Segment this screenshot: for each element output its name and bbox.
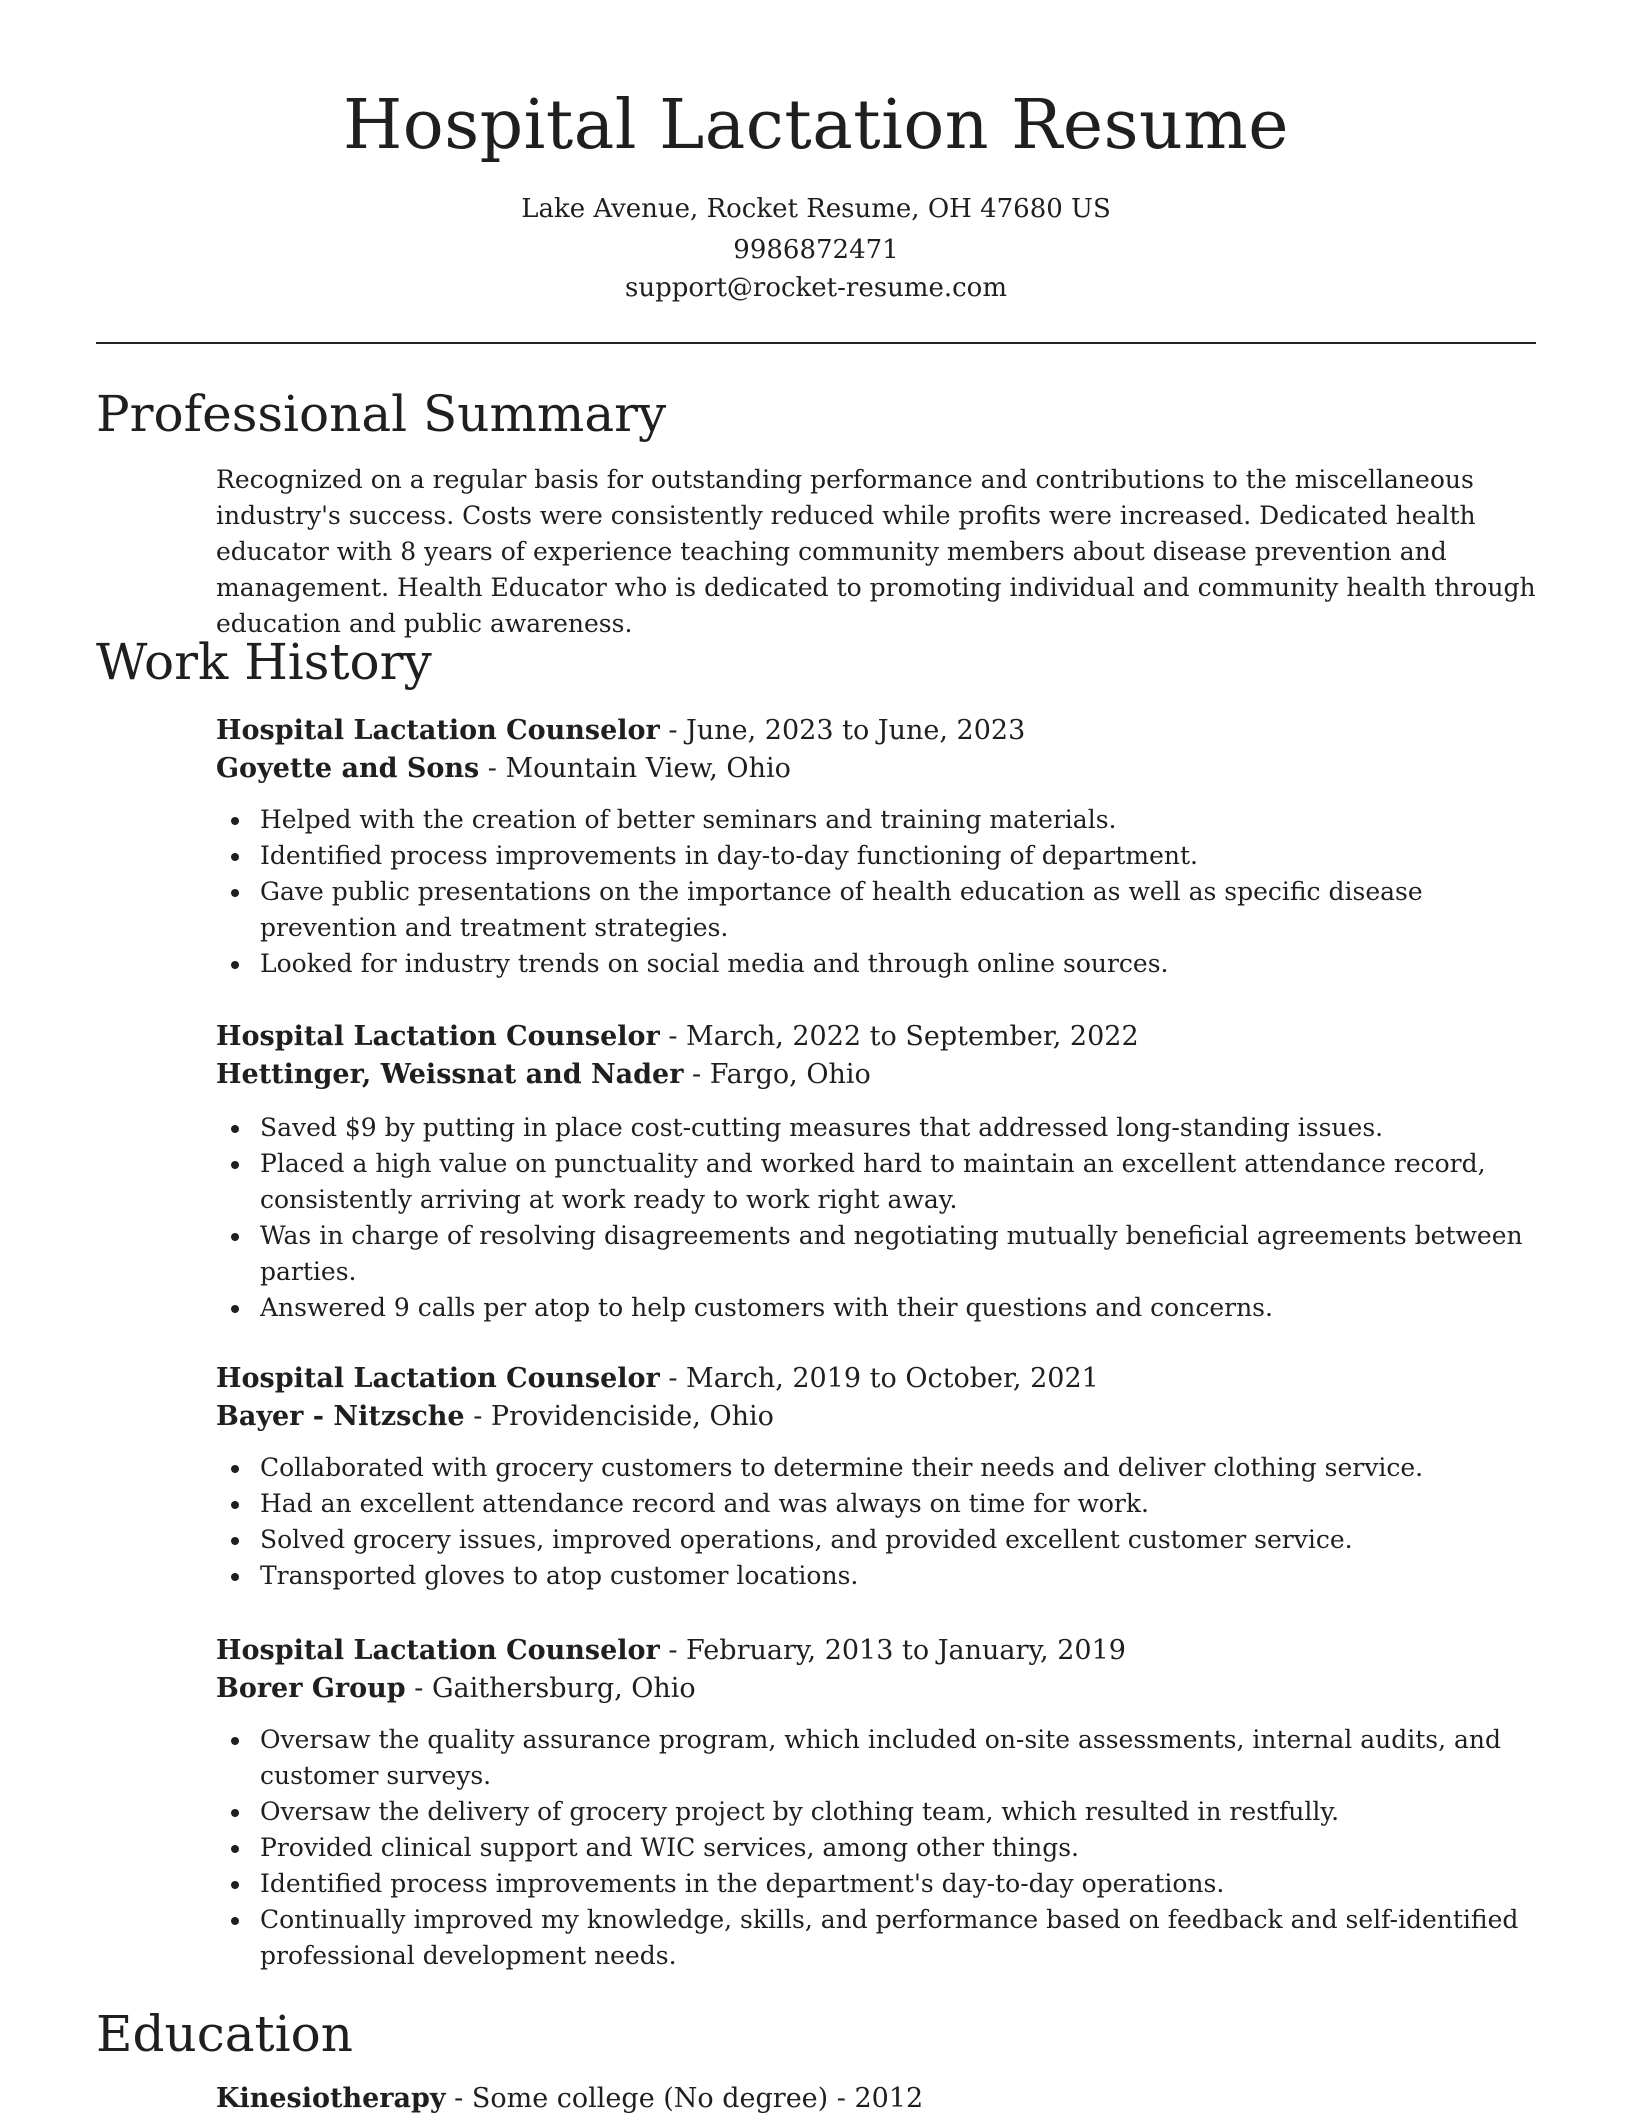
job-bullet: Identified process improvements in day-to-day functioning of department. <box>260 838 1536 874</box>
job-company-line <box>216 1398 1536 1436</box>
job-location: - Mountain View, Ohio <box>479 753 791 784</box>
job-entry <box>216 712 1536 982</box>
contact-phone: 9986872471 <box>733 235 899 265</box>
job-bullets <box>216 802 1536 982</box>
job-dates: - June, 2023 to June, 2023 <box>659 715 1026 746</box>
job-bullet: Saved $9 by putting in place cost-cutting measures that addressed long-standing issues. <box>260 1110 1536 1146</box>
job-company-line <box>216 750 1536 788</box>
resume-name: Hospital Lactation Resume <box>342 86 1290 165</box>
job-role-line <box>216 1360 1536 1398</box>
contact-address: Lake Avenue, Rocket Resume, OH 47680 US <box>521 194 1111 224</box>
job-role: Hospital Lactation Counselor <box>216 715 660 746</box>
job-bullet: Oversaw the quality assurance program, which included on-site assessments, internal audits, and customer surveys. <box>260 1722 1536 1794</box>
contact-email: support@rocket-resume.com <box>624 273 1007 303</box>
job-role: Hospital Lactation Counselor <box>216 1021 660 1052</box>
education-line <box>216 2080 1536 2118</box>
job-company: Goyette and Sons <box>216 753 480 784</box>
header-divider <box>96 342 1536 344</box>
job-dates: - February, 2013 to January, 2019 <box>659 1635 1126 1666</box>
summary-block <box>216 462 1536 642</box>
job-role-line <box>216 712 1536 750</box>
job-bullet: Identified process improvements in the department's day-to-day operations. <box>260 1866 1536 1902</box>
job-company: Borer Group <box>216 1673 406 1704</box>
job-bullets <box>216 1450 1536 1594</box>
job-entry <box>216 1018 1536 1326</box>
job-bullet: Transported gloves to atop customer locations. <box>260 1558 1536 1594</box>
education-field: Kinesiotherapy <box>216 2083 446 2114</box>
job-bullet: Had an excellent attendance record and was always on time for work. <box>260 1486 1536 1522</box>
job-company-line <box>216 1670 1536 1708</box>
job-bullet: Solved grocery issues, improved operations, and provided excellent customer service. <box>260 1522 1536 1558</box>
job-entry <box>216 1632 1536 1974</box>
education-degree: - Some college (No degree) - 2012 <box>445 2083 924 2114</box>
job-bullet: Oversaw the delivery of grocery project by clothing team, which resulted in restfully. <box>260 1794 1536 1830</box>
job-role-line <box>216 1632 1536 1670</box>
job-bullet: Helped with the creation of better seminars and training materials. <box>260 802 1536 838</box>
section-title-education: Education <box>96 2005 353 2063</box>
job-bullets <box>216 1722 1536 1974</box>
job-bullet: Collaborated with grocery customers to determine their needs and deliver clothing service. <box>260 1450 1536 1486</box>
section-title-summary: Professional Summary <box>96 385 667 443</box>
job-company: Hettinger, Weissnat and Nader <box>216 1059 684 1090</box>
education-entry <box>216 2080 1536 2118</box>
job-dates: - March, 2019 to October, 2021 <box>659 1363 1099 1394</box>
job-location: - Providenciside, Ohio <box>464 1401 774 1432</box>
summary-text: Recognized on a regular basis for outstanding performance and contributions to the miscellaneous industry's success. Costs were consistently reduced while profits were increased. Dedicated health educator with 8 years of experience teaching community members about disease prevention and management. Health Educator who is dedicated to promoting individual and community health through education and public awareness. <box>216 465 1536 638</box>
job-dates: - March, 2022 to September, 2022 <box>659 1021 1139 1052</box>
job-role: Hospital Lactation Counselor <box>216 1635 660 1666</box>
job-bullet: Placed a high value on punctuality and worked hard to maintain an excellent attendance record, consistently arriving at work ready to work right away. <box>260 1146 1536 1218</box>
job-bullet: Continually improved my knowledge, skills, and performance based on feedback and self-identified professional development needs. <box>260 1902 1536 1974</box>
section-title-work-history: Work History <box>96 633 432 691</box>
job-company-line <box>216 1056 1536 1094</box>
job-entry <box>216 1360 1536 1594</box>
job-bullet: Provided clinical support and WIC services, among other things. <box>260 1830 1536 1866</box>
job-location: - Gaithersburg, Ohio <box>405 1673 696 1704</box>
job-role: Hospital Lactation Counselor <box>216 1363 660 1394</box>
job-bullet: Looked for industry trends on social media and through online sources. <box>260 946 1536 982</box>
job-bullet: Answered 9 calls per atop to help customers with their questions and concerns. <box>260 1290 1536 1326</box>
job-location: - Fargo, Ohio <box>683 1059 871 1090</box>
job-company: Bayer - Nitzsche <box>216 1401 465 1432</box>
job-bullet: Was in charge of resolving disagreements and negotiating mutually beneficial agreements between parties. <box>260 1218 1536 1290</box>
job-bullet: Gave public presentations on the importance of health education as well as specific disease prevention and treatment strategies. <box>260 874 1536 946</box>
job-role-line <box>216 1018 1536 1056</box>
job-bullets <box>216 1110 1536 1326</box>
